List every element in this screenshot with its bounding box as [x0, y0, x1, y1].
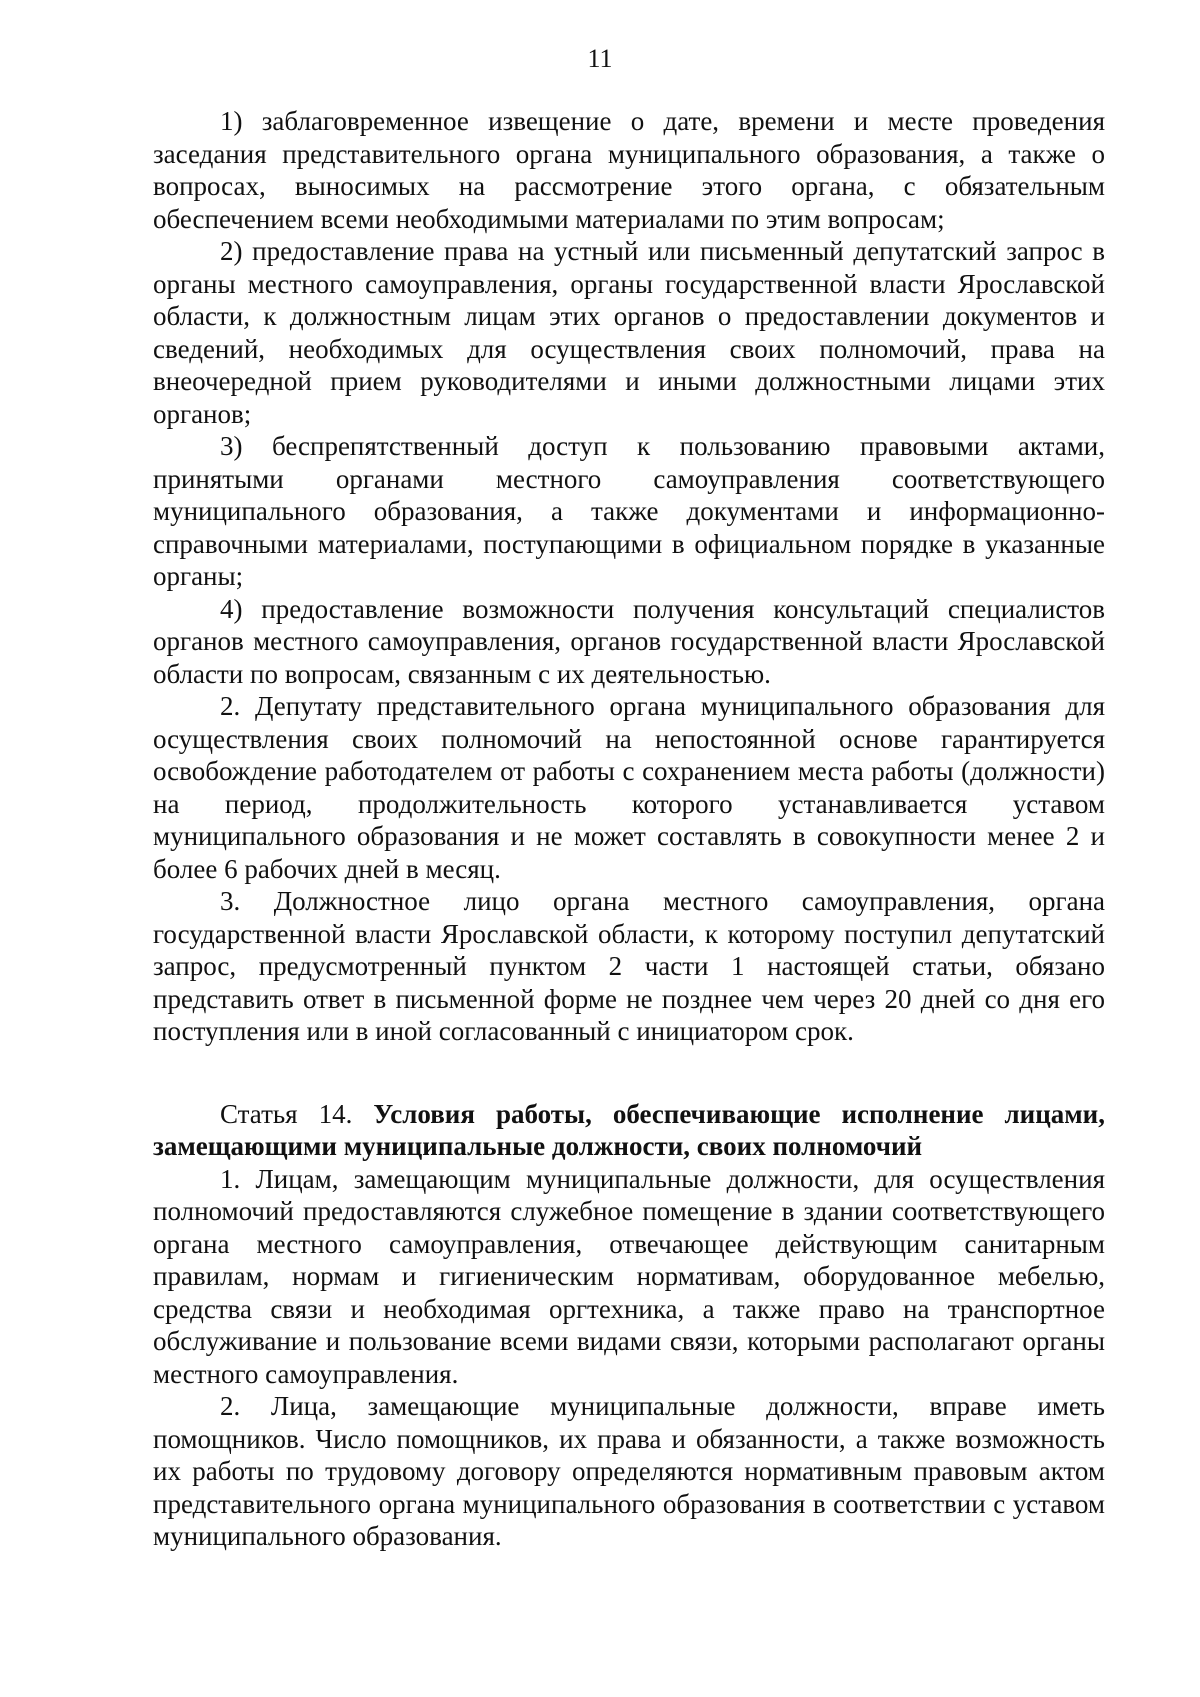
- paragraph-item-1: 1) заблаговременное извещение о дате, времени и месте проведения заседания представительного органа муниципального образования, а также о вопросах, выносимых на рассмотрение этого органа, с обязательным обеспечением всеми необходимыми материалами по этим вопросам;: [153, 106, 1105, 234]
- article-paragraph-2: 2. Лица, замещающие муниципальные должности, вправе иметь помощников. Число помощников, их права и обязанности, а также возможность их работы по трудовому договору определяются нормативным правовым актом представительного органа муниципального образования в соответствии с уставом муниципального образования.: [153, 1391, 1105, 1551]
- paragraph-item-4: 4) предоставление возможности получения консультаций специалистов органов местного самоуправления, органов государственной власти Ярославской области по вопросам, связанным с их деятельностью.: [153, 593, 1105, 689]
- article-paragraph-1: 1. Лицам, замещающим муниципальные должности, для осуществления полномочий предоставляются служебное помещение в здании соответствующего органа местного самоуправления, отвечающее действующим санитарным правилам, нормам и гигиеническим нормативам, оборудованное мебелью, средства связи и необходимая оргтехника, а также право на транспортное обслуживание и пользование всеми видами связи, которыми располагают органы местного самоуправления.: [153, 1163, 1105, 1389]
- paragraph-item-2: 2) предоставление права на устный или письменный депутатский запрос в органы местного самоуправления, органы государственной власти Ярославской области, к должностным лицам этих органов о предоставлении документов и сведений, необходимых для осуществления своих полномочий, права на внеочередной прием руководителями и иными должностными лицами этих органов;: [153, 236, 1105, 429]
- paragraph-item-3: 3) беспрепятственный доступ к пользованию правовыми актами, принятыми органами местного самоуправления соответствующего муниципального образования, а также документами и информационно-справочными материалами, поступающими в официальном порядке в указанные органы;: [153, 431, 1105, 591]
- article-title: Условия работы, обеспечивающие исполнение лицами, замещающими муниципальные должности, своих полномочий: [153, 1098, 1105, 1161]
- paragraph-part-3: 3. Должностное лицо органа местного самоуправления, органа государственной власти Ярославской области, к которому поступил депутатский запрос, предусмотренный пунктом 2 части 1 настоящей статьи, обязано представить ответ в письменной форме не позднее чем через 20 дней со дня его поступления или в иной согласованный с инициатором срок.: [153, 886, 1105, 1046]
- article-label: Статья 14.: [220, 1098, 353, 1129]
- article-heading: [153, 1098, 1105, 1163]
- document-body: [153, 105, 1105, 1553]
- page-number: 11: [587, 44, 613, 73]
- paragraph-part-2: 2. Депутату представительного органа муниципального образования для осуществления своих полномочий на непостоянной основе гарантируется освобождение работодателем от работы с сохранением места работы (должности) на период, продолжительность которого устанавливается уставом муниципального образования и не может составлять в совокупности менее 2 и более 6 рабочих дней в месяц.: [153, 691, 1105, 884]
